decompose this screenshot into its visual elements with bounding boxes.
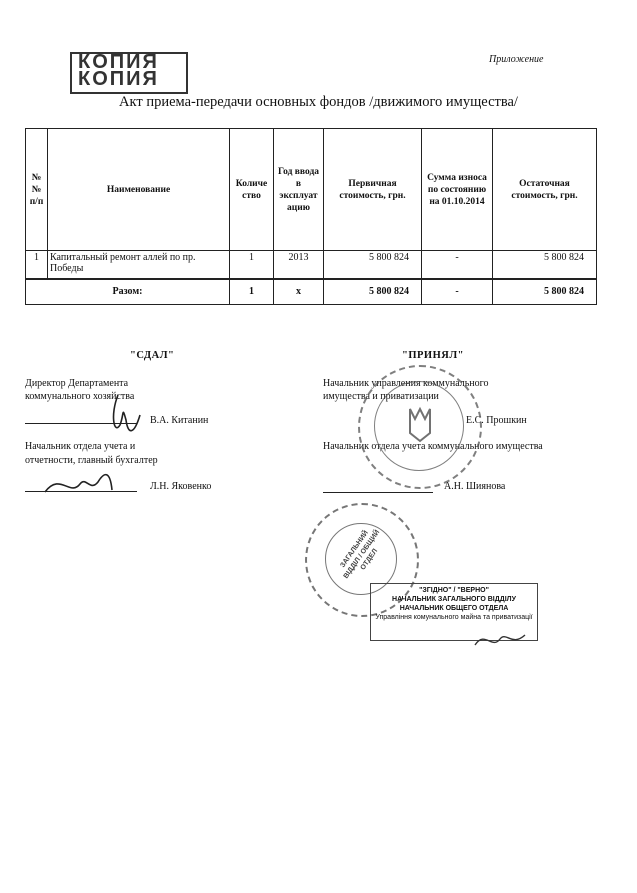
copy-stamp: КОПИЯ КОПИЯ [70, 52, 188, 94]
total-year: х [274, 279, 324, 305]
header-initial: Первичная стоимость, грн. [324, 129, 422, 251]
header-num: № № п/п [26, 129, 48, 251]
certification-stamp: "ЗГІДНО" / "ВЕРНО" НАЧАЛЬНИК ЗАГАЛЬНОГО ВІДДІЛУ НАЧАЛЬНИК ОБЩЕГО ОТДЕЛА Управління комунального майна та приватизації [370, 583, 538, 641]
trident-emblem-icon [406, 405, 434, 445]
total-wear: - [422, 279, 493, 305]
official-seal [358, 365, 482, 489]
director-signature [100, 385, 150, 445]
total-label: Разом: [26, 279, 230, 305]
chief-title-1: Начальник отдела учета и [25, 441, 136, 452]
chief-signature [40, 462, 130, 502]
table-row [26, 251, 597, 279]
header-qty: Количе ство [230, 129, 274, 251]
left-heading: "СДАЛ" [130, 350, 175, 361]
document-title: Акт приема-передачи основных фондов /движимого имущества/ [119, 94, 518, 110]
cell-initial: 5 800 824 [324, 251, 422, 279]
right-heading: "ПРИНЯЛ" [402, 350, 464, 361]
director-title-2: коммунального хозяйства [25, 391, 135, 402]
director-title-1: Директор Департамента [25, 378, 129, 389]
header-year: Год ввода в эксплуат ацию [274, 129, 324, 251]
total-qty: 1 [230, 279, 274, 305]
header-wear: Сумма износа по состоянию на 01.10.2014 [422, 129, 493, 251]
head-title-2: имущества и приватизации [323, 391, 439, 402]
total-initial: 5 800 824 [324, 279, 422, 305]
chief-name: Л.Н. Яковенко [150, 481, 212, 492]
assets-table [25, 128, 597, 305]
dept-title: Начальник отдела учета коммунального имущества [323, 441, 543, 452]
total-residual: 5 800 824 [493, 279, 597, 305]
head-title-1: Начальник управления коммунального [323, 378, 489, 389]
appendix-label: Приложение [489, 54, 544, 65]
header-name: Наименование [48, 129, 230, 251]
chief-title-2: отчетности, главный бухгалтер [25, 455, 158, 466]
cell-num: 1 [26, 251, 48, 279]
cell-year: 2013 [274, 251, 324, 279]
head-name: Е.С. Прошкин [466, 415, 527, 426]
certification-signature [470, 625, 530, 655]
cell-residual: 5 800 824 [493, 251, 597, 279]
dept-name: А.Н. Шиянова [444, 481, 506, 492]
header-residual: Остаточная стоимость, грн. [493, 129, 597, 251]
cell-wear: - [422, 251, 493, 279]
director-name: В.А. Китанин [150, 415, 209, 426]
dept-signature-line [323, 492, 433, 493]
cell-name: Капитальный ремонт аллей по пр. Победы [48, 251, 230, 279]
cell-qty: 1 [230, 251, 274, 279]
seal-center-text: ЗАГАЛЬНИЙ ВІДДІЛ / ОБЩИЙ ОТДЕЛ [339, 529, 382, 580]
total-row [26, 279, 597, 305]
